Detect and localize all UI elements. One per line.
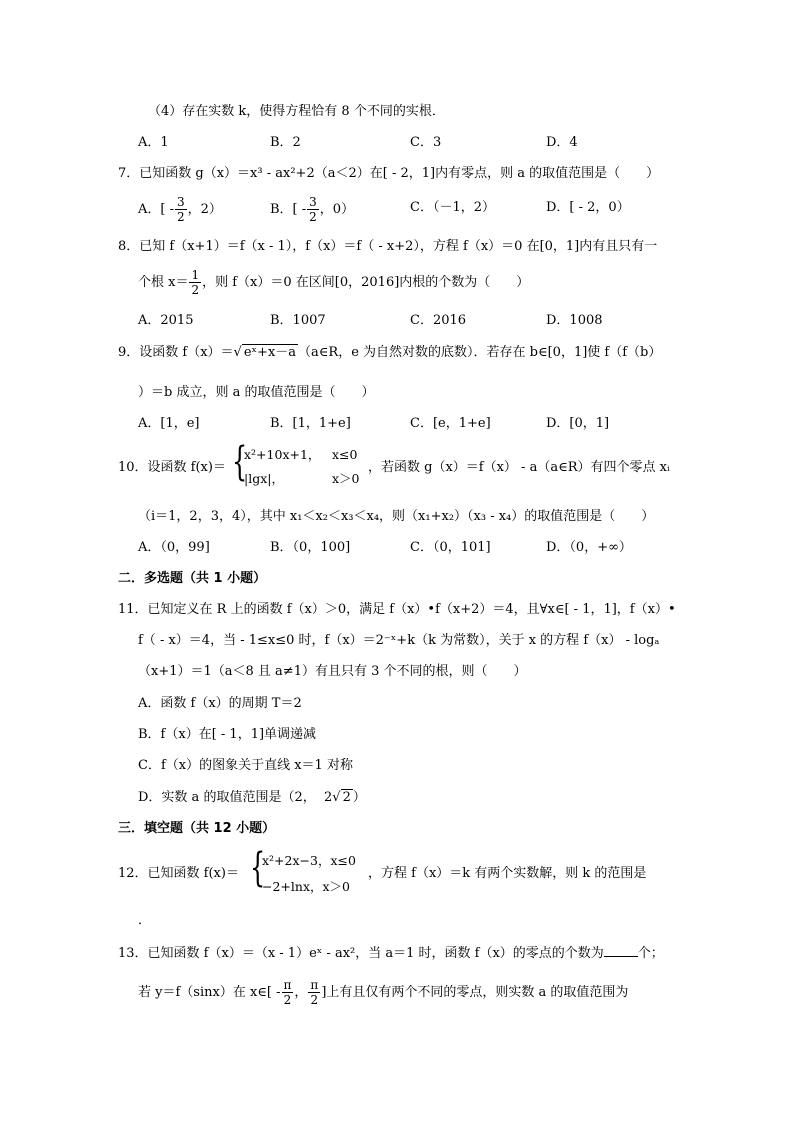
q12-suffix: ，方程 f（x）＝k 有两个实数解，则 k 的范围是 xyxy=(368,866,647,881)
fraction-numerator: π xyxy=(283,978,292,992)
q12-case2: −2+lnx，x＞0 xyxy=(262,879,351,894)
q7-option-b: B．[ - $\frac{3}{2}$ ，0） xyxy=(270,195,355,224)
fraction-denominator: 2 xyxy=(177,210,185,224)
q11-line3: （x+1）＝1（a＜8 且 a≠1）有且只有 3 个不同的根，则（ ） xyxy=(138,664,527,679)
q9-line2: ）＝b 成立，则 a 的取值范围是（ ） xyxy=(138,385,375,400)
q10-line2: （i＝1，2，3，4），其中 x₁＜x₂＜x₃＜x₄，则（x₁+x₂）（x₃ - x₄）的取值范围是（ ） xyxy=(138,509,655,524)
fraction-numerator: 3 xyxy=(177,195,185,209)
q7-stem: 7．已知函数 g（x）＝x³ - ax²+2（a＜2）在[ - 2，1]内有零点，则 a 的取值范围是（ ） xyxy=(118,166,660,181)
sqrt-radicand: eˣ+x－a xyxy=(243,345,297,360)
q8-option-d: D．1008 xyxy=(546,313,603,328)
sqrt-radicand: 2 xyxy=(342,790,351,805)
q8-line2: 个根 x＝ $\frac{1}{2}$ ，则 f（x）＝0 在区间[0，2016]内根的个数为（ ） xyxy=(138,268,530,297)
answer-blank xyxy=(604,944,638,957)
q10-option-d: D．（0，+∞） xyxy=(546,540,632,555)
piecewise-brace: { xyxy=(250,845,266,891)
q10-case1-expr: x²+10x+1， xyxy=(244,447,321,462)
q9-line1: 9．设函数 f（x）＝√ eˣ+x－a （a∈R，e 为自然对数的底数）．若存在 b∈[0，1]使 f（f（b） xyxy=(118,345,662,360)
q11-option-d: D．实数 a 的取值范围是（2， 2√ 2 ） xyxy=(138,790,366,805)
q8-line1: 8．已知 f（x+1）＝f（x - 1），f（x）＝f（ - x+2），方程 f（x）＝0 在[0，1]内有且只有一 xyxy=(118,239,658,254)
fraction-numerator: 3 xyxy=(309,195,317,209)
q10-case2-cond: x＞0 xyxy=(332,471,360,486)
q7-option-d: D．[ - 2，0） xyxy=(546,200,630,215)
q9-option-b: B．[1，1+e] xyxy=(270,416,351,431)
q6-option-d: D．4 xyxy=(546,135,578,150)
q12-prefix: 12．已知函数 f(x)＝ xyxy=(118,866,239,881)
fraction-denominator: 2 xyxy=(191,283,200,297)
q6-option-a: A．1 xyxy=(138,135,169,150)
q10-case1-cond: x≤0 xyxy=(332,447,358,462)
section-title-fill-in: 三．填空题（共 12 小题） xyxy=(118,821,276,836)
q13-line2: 若 y＝f（sinx）在 x∈[ - $\frac{\pi}{2}$ ， $\frac{\pi}{2}$ ]上有且仅有两个不同的零点，则实数 a 的取值范围为 xyxy=(138,978,629,1007)
q12-trailing-dot: ． xyxy=(138,913,152,928)
sqrt-sign: √ xyxy=(332,790,341,805)
q8-option-c: C．2016 xyxy=(410,313,467,328)
fraction-numerator: π xyxy=(310,978,319,992)
piecewise-brace: { xyxy=(232,439,248,485)
sqrt-sign: √ xyxy=(233,345,242,360)
fraction-denominator: 2 xyxy=(283,993,292,1007)
q13-line1: 13．已知函数 f（x）＝（x - 1）eˣ - ax²，当 a＝1 时，函数 f（x）的零点的个数为 个； xyxy=(118,946,664,961)
q6-option-b: B．2 xyxy=(270,135,301,150)
q9-option-a: A．[1，e] xyxy=(138,416,200,431)
q11-option-a: A．函数 f（x）的周期 T＝2 xyxy=(138,696,302,711)
fraction-denominator: 2 xyxy=(310,993,319,1007)
q12-case1: x²+2x−3，x≤0 xyxy=(262,853,356,868)
q11-option-b: B．f（x）在[ - 1，1]单调递减 xyxy=(138,727,317,742)
q7-option-a: A．[ - $\frac{3}{2}$ ，2） xyxy=(138,195,222,224)
q10-option-b: B．（0，100] xyxy=(270,540,351,555)
q9-option-d: D．[0，1] xyxy=(546,416,610,431)
q10-option-c: C．（0，101] xyxy=(410,540,491,555)
q6-option-c: C．3 xyxy=(410,135,442,150)
q11-option-c: C．f（x）的图象关于直线 x＝1 对称 xyxy=(138,758,353,773)
q7-option-c: C．（－1，2） xyxy=(410,200,495,215)
q6-item4: （4）存在实数 k，使得方程恰有 8 个不同的实根． xyxy=(148,104,445,119)
q11-line1: 11．已知定义在 R 上的函数 f（x）＞0，满足 f（x）•f（x+2）＝4，且∀x∈[ - 1，1]，f（x）• xyxy=(118,602,676,617)
q10-option-a: A．（0，99] xyxy=(138,540,210,555)
q8-option-a: A．2015 xyxy=(138,313,194,328)
q11-line2: f（ - x）＝4，当 - 1≤x≤0 时，f（x）＝2⁻ˣ+k（k 为常数），关于 x 的方程 f（x） - logₐ xyxy=(138,633,660,648)
fraction-numerator: 1 xyxy=(191,268,200,282)
section-title-multiple-choice: 二．多选题（共 1 小题） xyxy=(118,571,267,586)
fraction-denominator: 2 xyxy=(309,210,317,224)
q8-option-b: B．1007 xyxy=(270,313,326,328)
q10-suffix: ，若函数 g（x）＝f（x） - a（a∈R）有四个零点 xᵢ xyxy=(368,460,670,475)
q10-prefix: 10．设函数 f(x)＝ xyxy=(118,460,226,475)
q9-option-c: C．[e，1+e] xyxy=(410,416,491,431)
q10-case2-expr: |lgx|， xyxy=(244,471,284,486)
